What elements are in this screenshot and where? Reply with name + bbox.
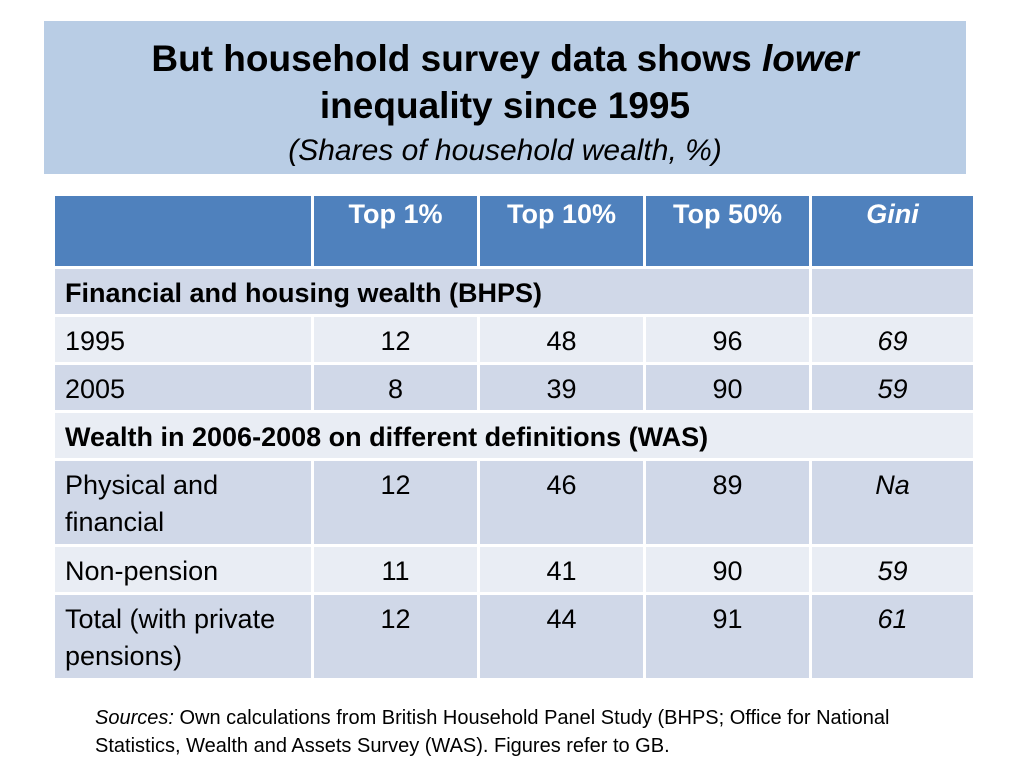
cell-top50: 90 xyxy=(645,364,811,412)
table-row xyxy=(54,364,975,412)
table-row xyxy=(54,316,975,364)
wealth-shares-table xyxy=(52,193,976,681)
cell-top50: 96 xyxy=(645,316,811,364)
cell-gini: Na xyxy=(811,460,975,546)
header-cell-gini: Gini xyxy=(811,195,975,268)
section-row-was xyxy=(54,412,975,460)
cell-gini: 59 xyxy=(811,546,975,594)
cell-top10: 48 xyxy=(479,316,645,364)
slide-subtitle: (Shares of household wealth, %) xyxy=(288,134,722,167)
cell-top1: 12 xyxy=(313,316,479,364)
cell-gini: 59 xyxy=(811,364,975,412)
header-cell-top10: Top 10% xyxy=(479,195,645,268)
row-label: Physical and financial xyxy=(54,460,313,546)
row-label: Total (with private pensions) xyxy=(54,594,313,680)
row-label: 1995 xyxy=(54,316,313,364)
header-cell-top1: Top 1% xyxy=(313,195,479,268)
row-label: 2005 xyxy=(54,364,313,412)
table-row xyxy=(54,594,975,680)
header-cell-empty xyxy=(54,195,313,268)
title-prefix: But household survey data shows xyxy=(151,38,762,79)
cell-top10: 44 xyxy=(479,594,645,680)
cell-top50: 90 xyxy=(645,546,811,594)
section-label-was: Wealth in 2006-2008 on different definitions (WAS) xyxy=(54,412,975,460)
section-empty-cell xyxy=(811,268,975,316)
table-row xyxy=(54,460,975,546)
cell-top10: 41 xyxy=(479,546,645,594)
slide-title-box xyxy=(44,21,966,174)
cell-top1: 12 xyxy=(313,460,479,546)
cell-top1: 11 xyxy=(313,546,479,594)
cell-top10: 46 xyxy=(479,460,645,546)
cell-top50: 89 xyxy=(645,460,811,546)
table-row xyxy=(54,546,975,594)
section-label-bhps: Financial and housing wealth (BHPS) xyxy=(54,268,811,316)
section-row-bhps xyxy=(54,268,975,316)
sources-note xyxy=(95,704,975,760)
cell-top10: 39 xyxy=(479,364,645,412)
row-label: Non-pension xyxy=(54,546,313,594)
slide-title-line2: inequality since 1995 xyxy=(319,85,691,126)
cell-top1: 8 xyxy=(313,364,479,412)
cell-gini: 61 xyxy=(811,594,975,680)
sources-lead: Sources: xyxy=(95,707,174,729)
slide-title-line1 xyxy=(44,35,966,82)
cell-top50: 91 xyxy=(645,594,811,680)
title-emphasis: lower xyxy=(761,38,859,79)
table-header-row xyxy=(54,195,975,268)
cell-gini: 69 xyxy=(811,316,975,364)
cell-top1: 12 xyxy=(313,594,479,680)
header-cell-top50: Top 50% xyxy=(645,195,811,268)
sources-text: Own calculations from British Household Panel Study (BHPS; Office for National Statistics, Wealth and Assets Survey (WAS). Figures refer to GB. xyxy=(95,707,890,757)
